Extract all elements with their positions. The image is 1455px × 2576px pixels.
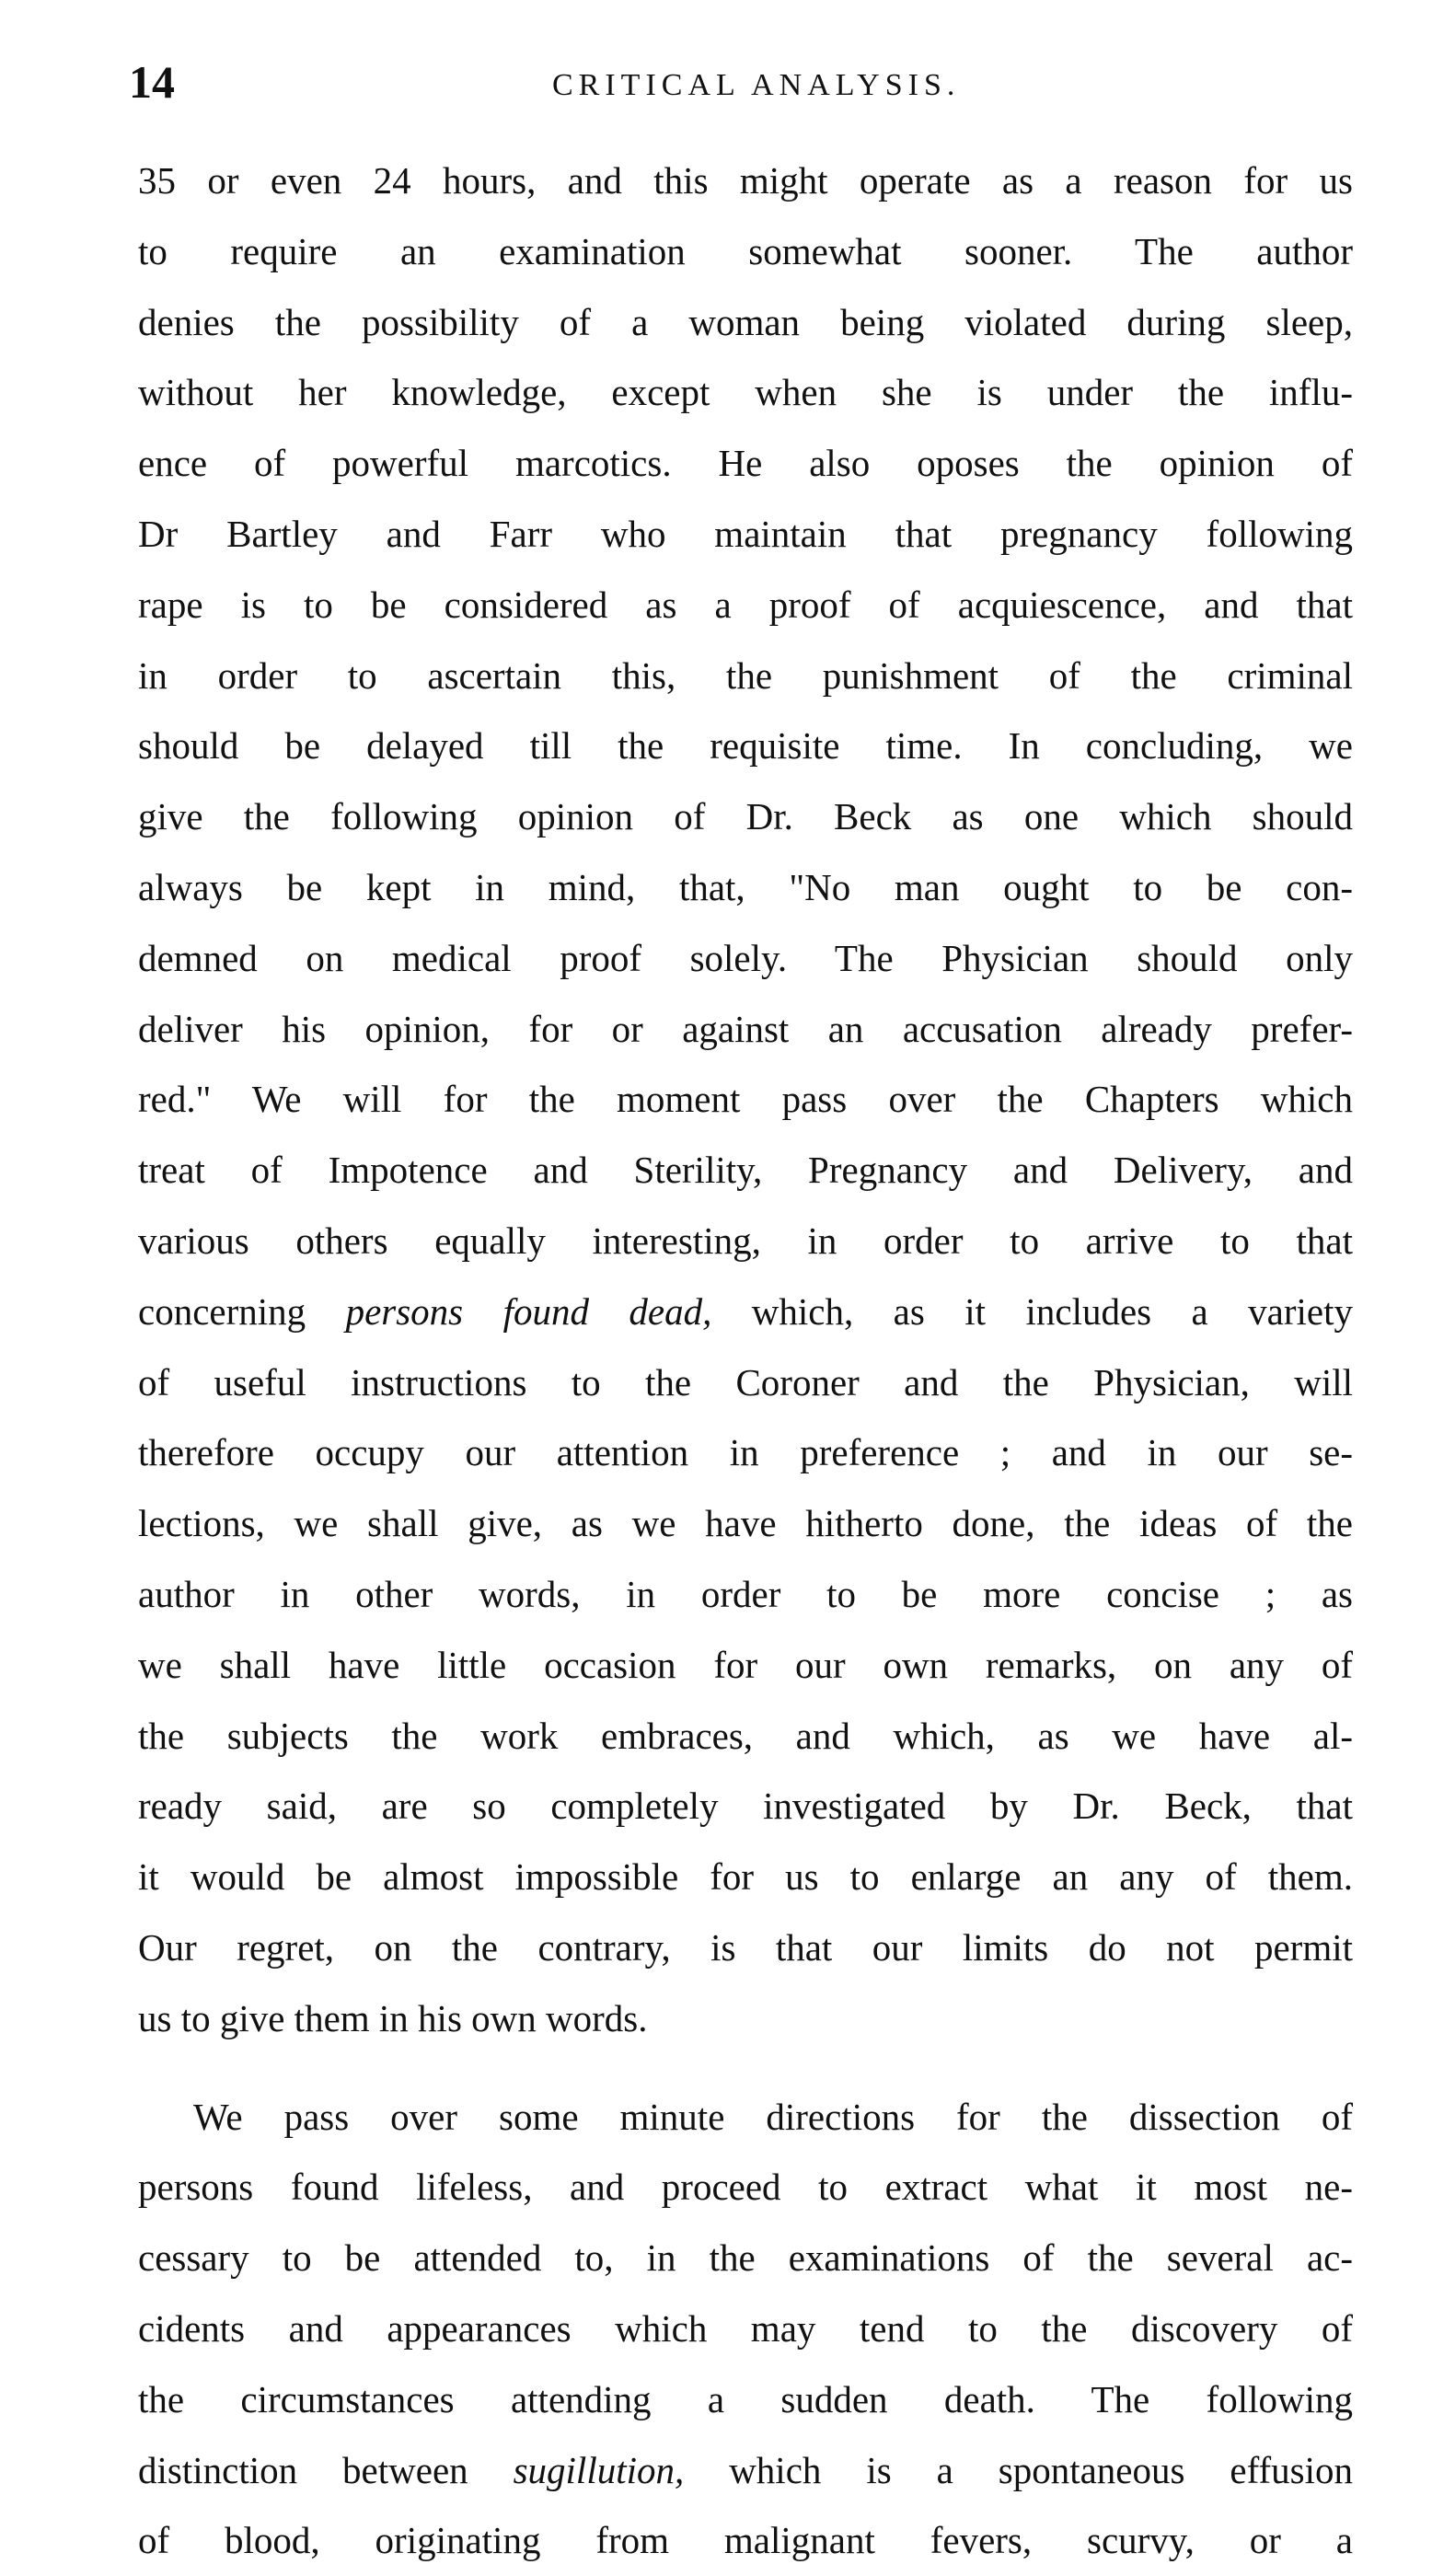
text-line: rape is to be considered as a proof of acquiescence, and that bbox=[138, 583, 1353, 626]
text-line: We pass over some minute directions for the dissection of bbox=[193, 2095, 1353, 2138]
running-head bbox=[129, 55, 1344, 110]
text-line: ready said, are so completely investigated by Dr. Beck, that bbox=[138, 1785, 1353, 1828]
text-line: deliver his opinion, for or against an accusation already prefer- bbox=[138, 1007, 1353, 1050]
text-line: give the following opinion of Dr. Beck as one which should bbox=[138, 795, 1353, 838]
text-line: to require an examination somewhat sooner. The author bbox=[138, 229, 1353, 272]
italic-phrase: persons found dead, bbox=[345, 1289, 712, 1333]
text-line: cidents and appearances which may tend to the discovery of bbox=[138, 2306, 1353, 2350]
text-line: we shall have little occasion for our own remarks, on any of bbox=[138, 1643, 1353, 1686]
text-line: various others equally interesting, in order to arrive to that bbox=[138, 1219, 1353, 1262]
body-text bbox=[138, 145, 1353, 2576]
text-line: of useful instructions to the Coroner and the Physician, will bbox=[138, 1360, 1353, 1404]
text-line: 35 or even 24 hours, and this might operate as a reason for us bbox=[138, 159, 1353, 202]
text-line: demned on medical proof solely. The Physician should only bbox=[138, 936, 1353, 979]
text-line: should be delayed till the requisite time. In concluding, we bbox=[138, 724, 1353, 768]
paragraph-1 bbox=[138, 145, 1353, 2054]
text-segment: distinction between bbox=[138, 2448, 514, 2491]
text-line: in order to ascertain this, the punishment of the criminal bbox=[138, 653, 1353, 697]
text-line: author in other words, in order to be more concise ; as bbox=[138, 1572, 1353, 1615]
text-line: us to give them in his own words. bbox=[138, 1996, 648, 2039]
text-line-with-italic bbox=[138, 1276, 1353, 1347]
text-line: denies the possibility of a woman being violated during sleep, bbox=[138, 300, 1353, 343]
text-line: Our regret, on the contrary, is that our limits do not permit bbox=[138, 1925, 1353, 1969]
text-line-with-italic bbox=[138, 2435, 1353, 2506]
text-segment: which is a spontaneous effusion bbox=[684, 2448, 1353, 2491]
text-line: without her knowledge, except when she is under the influ- bbox=[138, 371, 1353, 414]
text-line: Dr Bartley and Farr who maintain that pregnancy following bbox=[138, 512, 1353, 555]
text-line: of blood, originating from malignant fevers, scurvy, or a bbox=[138, 2519, 1353, 2562]
text-line: treat of Impotence and Sterility, Pregnancy and Delivery, and bbox=[138, 1149, 1353, 1192]
text-line: the subjects the work embraces, and which, as we have al- bbox=[138, 1714, 1353, 1757]
paragraph-2 bbox=[138, 2082, 1353, 2576]
text-line: therefore occupy our attention in preference ; and in our se- bbox=[138, 1431, 1353, 1474]
text-line: lections, we shall give, as we have hitherto done, the ideas of the bbox=[138, 1502, 1353, 1545]
text-line: red." We will for the moment pass over the Chapters which bbox=[138, 1078, 1353, 1121]
text-line: it would be almost impossible for us to enlarge an any of them. bbox=[138, 1855, 1353, 1899]
text-line: cessary to be attended to, in the examinations of the several ac- bbox=[138, 2236, 1353, 2280]
text-line: ence of powerful marcotics. He also oposes the opinion of bbox=[138, 442, 1353, 485]
paragraph-gap bbox=[138, 2054, 1353, 2082]
text-line: always be kept in mind, that, "No man ought to be con- bbox=[138, 865, 1353, 908]
running-title: CRITICAL ANALYSIS. bbox=[552, 68, 961, 102]
text-segment: which, as it includes a variety bbox=[711, 1289, 1353, 1333]
text-line: the circumstances attending a sudden death. The following bbox=[138, 2377, 1353, 2420]
text-line: persons found lifeless, and proceed to extract what it most ne- bbox=[138, 2166, 1353, 2209]
page-number: 14 bbox=[129, 56, 175, 108]
italic-phrase: sugillution, bbox=[513, 2448, 685, 2491]
text-segment: concerning bbox=[138, 1289, 346, 1333]
